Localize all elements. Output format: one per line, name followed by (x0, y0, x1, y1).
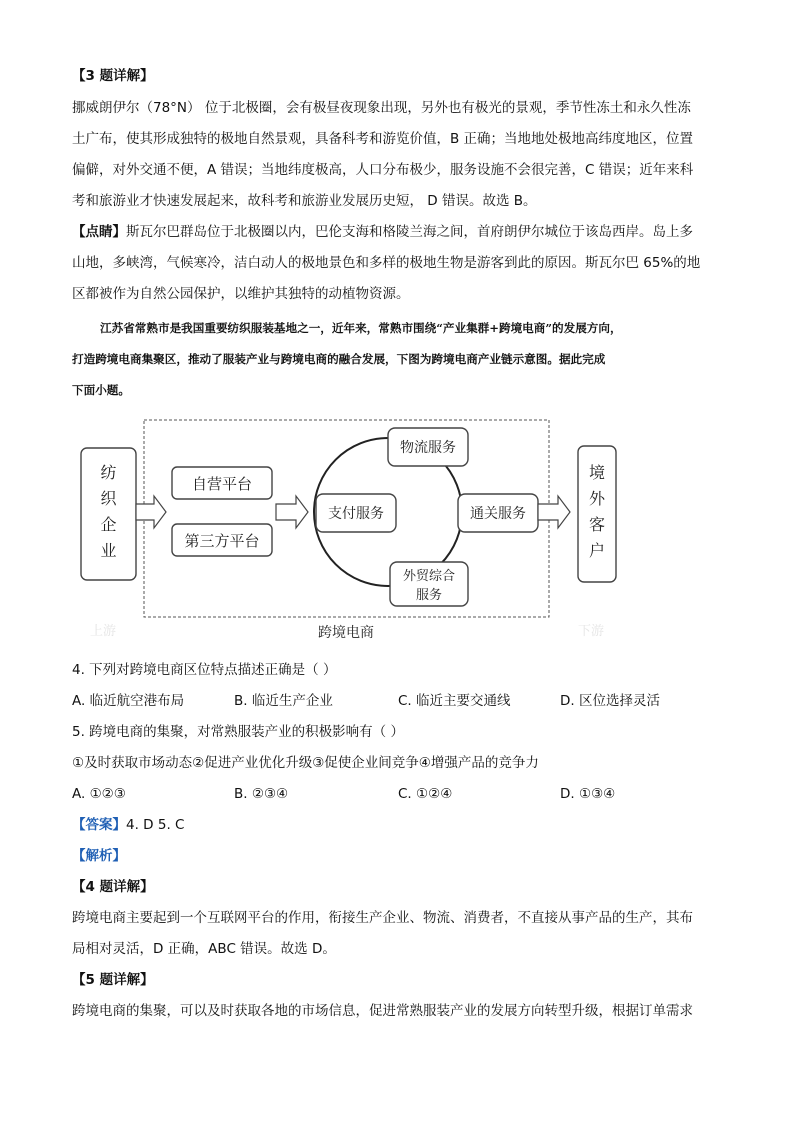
q5-option-a[interactable]: A. ①②③ (72, 786, 126, 802)
q5-option-b[interactable]: B. ②③④ (234, 786, 289, 802)
q4-option-c[interactable]: C. 临近主要交通线 (398, 693, 511, 709)
customs-service-label: 通关服务 (470, 506, 526, 522)
q3-line-4: 考和旅游业才快速发展起来，故科考和旅游业发展历史短， D 错误。故选 B。 (72, 193, 537, 209)
q3-line-1: 挪威朗伊尔（78°N） 位于北极圈，会有极昼夜现象出现，另外也有极光的景观，季节性冻土和永久性冻 (72, 100, 691, 116)
q4detail-line-1: 跨境电商主要起到一个互联网平台的作用，衔接生产企业、物流、消费者，不直接从事产品的生产，其布 (72, 910, 693, 926)
third-platform-label: 第三方平台 (184, 532, 260, 550)
q4-options (72, 691, 712, 711)
customer-char-4: 户 (588, 541, 606, 560)
payment-service-label: 支付服务 (328, 506, 384, 522)
intro-line-2: 打造跨境电商集聚区，推动了服装产业与跨境电商的融合发展，下图为跨境电商产业链示意图。据此完成 (72, 352, 606, 366)
trade-service-label-1: 外贸综合 (402, 569, 456, 584)
q4-option-b[interactable]: B. 临近生产企业 (234, 693, 333, 709)
intro-line-3: 下面小题。 (72, 383, 130, 397)
answer-text: 4. D 5. C (126, 817, 185, 833)
answer-line (72, 815, 184, 835)
q5-stem: 5. 跨境电商的集聚，对常熟服装产业的积极影响有（ ） (72, 724, 404, 740)
intro-line-1: 江苏省常熟市是我国重要纺织服装基地之一，近年来，常熟市围绕“产业集群+跨境电商”的发展方向， (100, 321, 622, 335)
q4detail-line-2: 局相对灵活，D 正确，ABC 错误。故选 D。 (72, 941, 336, 957)
q4detail-heading: 【4 题详解】 (72, 879, 154, 895)
textile-char-3: 企 (100, 515, 117, 534)
arrow-to-platforms-icon (136, 496, 166, 528)
q3-line-3: 偏僻，对外交通不便，A 错误；当地纬度极高，人口分布极少，服务设施不会很完善，C 错误；近年来科 (72, 162, 694, 178)
q4-option-d[interactable]: D. 区位选择灵活 (560, 693, 660, 709)
textile-char-1: 纺 (100, 463, 117, 482)
analysis-label: 【解析】 (72, 848, 126, 864)
customer-char-3: 客 (588, 515, 606, 534)
logistics-service-label: 物流服务 (400, 440, 456, 456)
arrow-to-services-icon (276, 496, 308, 528)
customer-char-2: 外 (588, 489, 606, 508)
q4-stem: 4. 下列对跨境电商区位特点描述正确是（ ） (72, 662, 337, 678)
q5-options (72, 784, 712, 804)
q4-option-a[interactable]: A. 临近航空港布局 (72, 693, 185, 709)
ecommerce-label: 跨境电商 (318, 625, 374, 641)
arrow-to-customers-icon (538, 496, 570, 528)
q3-line-2: 土广布，使其形成独特的极地自然景观，具备科考和游览价值，B 正确；当地地处极地高纬度地区，位置 (72, 131, 694, 147)
downstream-faint-label: 下游 (578, 624, 605, 639)
textile-char-2: 织 (100, 489, 117, 508)
self-platform-label: 自营平台 (191, 475, 253, 493)
answer-label: 【答案】 (72, 817, 126, 833)
q5detail-line-1: 跨境电商的集聚，可以及时获取各地的市场信息，促进常熟服装产业的发展方向转型升级，根据订单需求 (72, 1003, 693, 1019)
q5-option-d[interactable]: D. ①③④ (560, 786, 616, 802)
dianjing-line-3: 区都被作为自然公园保护，以维护其独特的动植物资源。 (72, 286, 410, 302)
q3-heading: 【3 题详解】 (72, 68, 154, 84)
customer-char-1: 境 (588, 463, 606, 482)
dianjing-line-2: 山地，多峡湾，气候寒冷，洁白动人的极地景色和多样的极地生物是游客到此的原因。斯瓦尔巴 65%的地 (72, 255, 701, 271)
q5detail-heading: 【5 题详解】 (72, 972, 154, 988)
dianjing-line-1 (72, 222, 693, 242)
textile-char-4: 业 (100, 541, 117, 560)
dianjing-text-1: 斯瓦尔巴群岛位于北极圈以内，巴伦支海和格陵兰海之间，首府朗伊尔城位于该岛西岸。岛上多 (126, 224, 693, 240)
trade-service-label-2: 服务 (415, 588, 443, 603)
q5-option-c[interactable]: C. ①②④ (398, 786, 453, 802)
upstream-faint-label: 上游 (90, 624, 117, 639)
industry-chain-diagram (72, 408, 632, 648)
dianjing-label: 【点睛】 (72, 224, 126, 240)
q5-statements: ①及时获取市场动态②促进产业优化升级③促使企业间竞争④增强产品的竞争力 (72, 755, 539, 771)
